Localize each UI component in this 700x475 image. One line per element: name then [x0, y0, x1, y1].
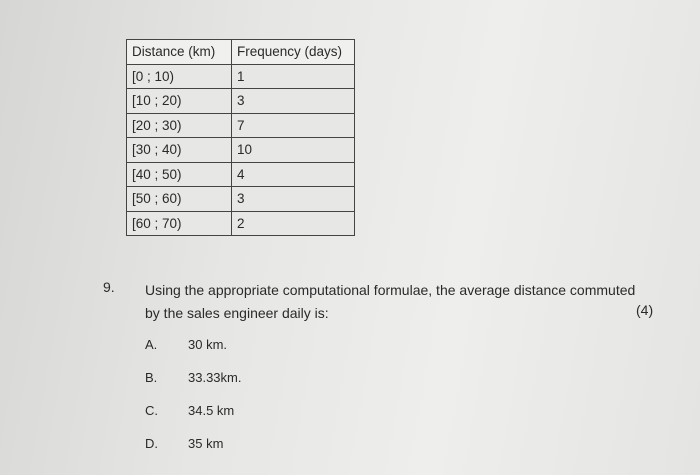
- distance-cell: [30 ; 40): [127, 138, 232, 163]
- option-text: 35 km: [188, 436, 224, 451]
- frequency-cell: 2: [232, 211, 355, 236]
- table-row: [127, 162, 355, 187]
- option-letter: C.: [145, 403, 158, 418]
- frequency-cell: 1: [232, 64, 355, 89]
- option-letter: D.: [145, 436, 158, 451]
- table-row: [127, 89, 355, 114]
- option-a[interactable]: [145, 337, 227, 352]
- frequency-header: Frequency (days): [232, 40, 355, 65]
- frequency-cell: 7: [232, 113, 355, 138]
- frequency-table: [126, 39, 355, 236]
- table-row: [127, 64, 355, 89]
- table-row: [127, 211, 355, 236]
- option-letter: B.: [145, 370, 158, 385]
- option-text: 33.33km.: [188, 370, 242, 385]
- table-row: [127, 187, 355, 212]
- frequency-cell: 3: [232, 187, 355, 212]
- distance-cell: [20 ; 30): [127, 113, 232, 138]
- option-d[interactable]: [145, 436, 223, 451]
- distance-cell: [50 ; 60): [127, 187, 232, 212]
- option-text: 34.5 km: [188, 403, 235, 418]
- frequency-cell: 10: [232, 138, 355, 163]
- option-b[interactable]: [145, 370, 241, 385]
- question-number: 9.: [103, 279, 115, 295]
- frequency-cell: 4: [232, 162, 355, 187]
- question-text: Using the appropriate computational formulae, the average distance commuted by the sales engineer daily is:: [145, 282, 636, 321]
- distance-cell: [40 ; 50): [127, 162, 232, 187]
- table-row: [127, 113, 355, 138]
- distance-cell: [60 ; 70): [127, 211, 232, 236]
- distance-cell: [0 ; 10): [127, 64, 232, 89]
- option-c[interactable]: [145, 403, 234, 418]
- question-marks: (4): [636, 302, 654, 318]
- option-text: 30 km.: [188, 337, 228, 352]
- frequency-cell: 3: [232, 89, 355, 114]
- distance-cell: [10 ; 20): [127, 89, 232, 114]
- table-header-row: [127, 40, 355, 65]
- option-letter: A.: [145, 337, 158, 352]
- table-row: [127, 138, 355, 163]
- distance-header: Distance (km): [127, 40, 232, 65]
